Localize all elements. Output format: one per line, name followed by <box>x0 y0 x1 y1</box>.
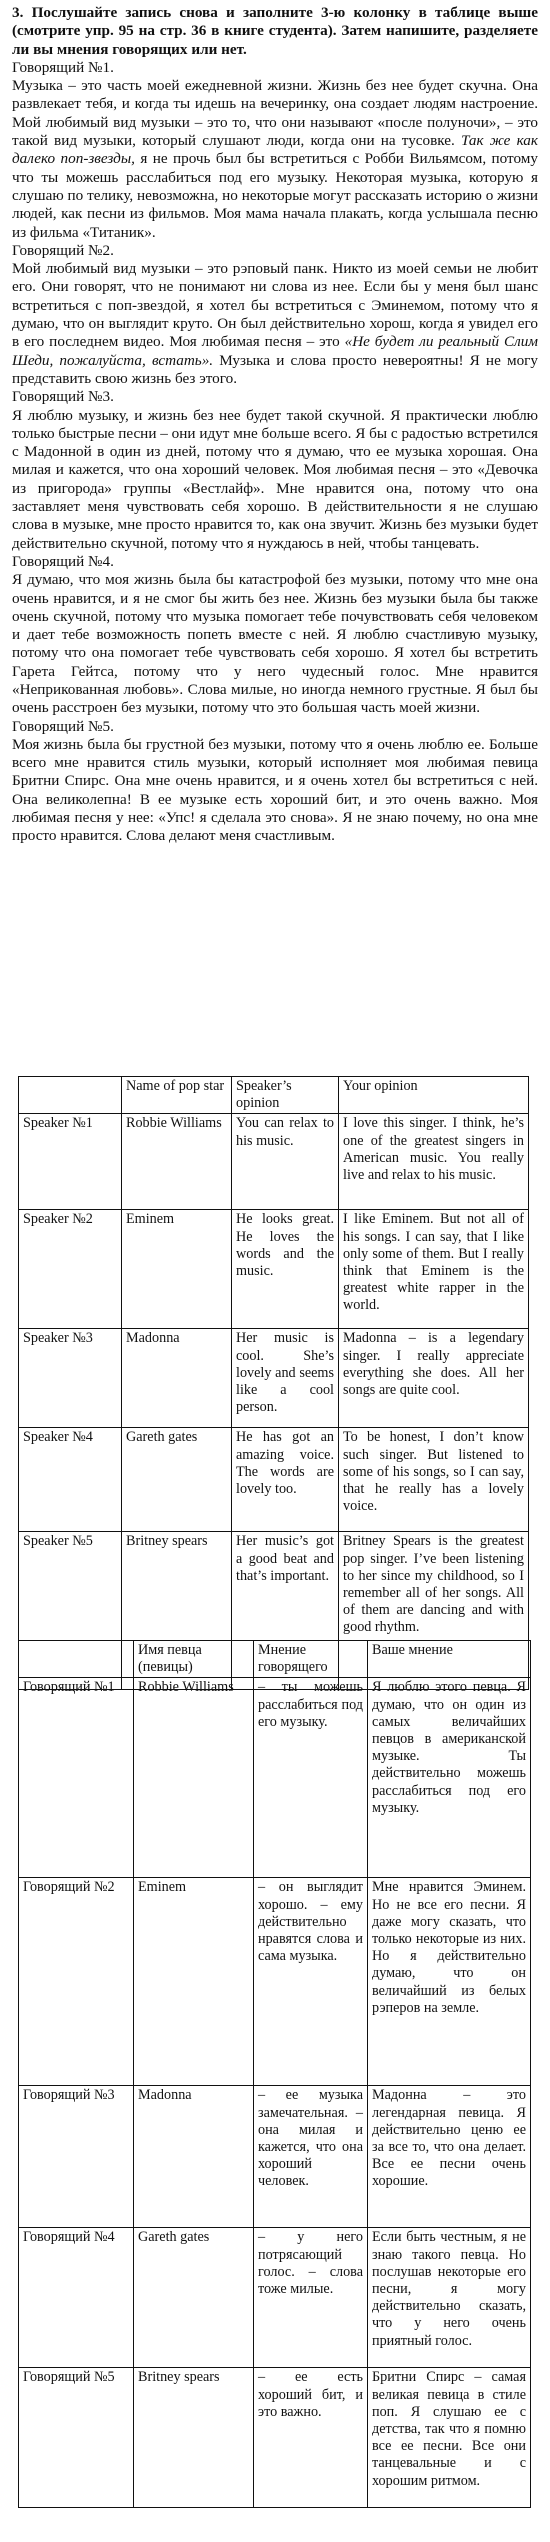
your-opinion-cell: Я люблю этого певца. Я думаю, что он один из самых величайших певцов в американской музыке. Ты действительно можешь расслабиться под его музыку. <box>368 1678 531 1878</box>
your-opinion-cell: To be honest, I don’t know such singer. But listened to some of his songs, so I can say, that he really has a lovely voice. <box>339 1428 529 1532</box>
header-cell: Имя певца (певицы) <box>134 1641 254 1678</box>
speaker-text: Моя жизнь была бы грустной без музыки, потому что я очень люблю ее. Больше всего мне нравится стиль музыки, который исполняет моя любимая певица Бритни Спирс. Она мне очень нравится, и я очень хотел бы встретиться с ней. Она великолепна! В ее музыке есть хороший бит, и это очень важно. Моя любимая песня у нее: «Упс! я сделала это снова». Я не знаю почему, но она мне просто нравится. Слова делают меня счастливым. <box>12 735 538 845</box>
header-cell: Ваше мнение <box>368 1641 531 1678</box>
star-cell: Madonna <box>122 1329 232 1428</box>
speaker-opinion-cell: – у него потрясающий голос. – слова тоже милые. <box>254 2228 368 2368</box>
your-opinion-cell: Мне нравится Эминем. Но не все его песни. Я даже могу сказать, что только некоторые из них. Но я действительно думаю, что он величайший из белых рэперов на земле. <box>368 1878 531 2086</box>
exercise-text <box>12 4 538 846</box>
speaker-opinion-cell: Her music’s got a good beat and that’s important. <box>232 1532 339 1690</box>
your-opinion-cell: Бритни Спирс – самая великая певица в стиле поп. Я слушаю ее с детства, так что я помню все ее песни. Все они танцевальные и с хорошим ритмом. <box>368 2368 531 2508</box>
table-row <box>19 1678 531 1878</box>
speaker-cell: Говорящий №1 <box>19 1678 134 1878</box>
speaker-cell: Speaker №4 <box>19 1428 122 1532</box>
star-cell: Eminem <box>122 1210 232 1329</box>
speaker-opinion-cell: – он выглядит хорошо. – ему действительно нравятся слова и сама музыка. <box>254 1878 368 2086</box>
speaker-cell: Speaker №3 <box>19 1329 122 1428</box>
header-cell <box>19 1641 134 1678</box>
speaker-opinion-cell: – ты можешь расслабиться под его музыку. <box>254 1678 368 1878</box>
speaker-cell: Говорящий №2 <box>19 1878 134 2086</box>
speaker-text: Мой любимый вид музыки – это рэповый панк. Никто из моей семьи не любит его. Они говорят, что не понимают ни слова из нее. Если бы у меня был шанс встретиться с поп-звездой, я хотел бы встретиться с Эминемом, потому что я думаю, что он выглядит круто. Он был действительно хорош, когда я увидел его в его последнем видео. Моя любимая песня – это «Не будет ли реальный Слим Шеди, пожалуйста, встать». Музыка и слова просто невероятны! Я не могу представить свою жизнь без этого. <box>12 260 538 387</box>
table-row <box>19 2368 531 2508</box>
speaker-cell: Говорящий №5 <box>19 2368 134 2508</box>
table-row <box>19 1428 529 1532</box>
speaker-text: Я думаю, что моя жизнь была бы катастрофой без музыки, потому что мне она очень нравится, и я не смог бы жить без нее. Жизнь без музыки была бы также очень скучной, потому что музыка помогает тебе почувствовать себя человеком и дает тебе возможность попеть вместе с ней. Я люблю счастливую музыку, потому что она помогает тебе чувствовать себя хорошо. Я хотел бы встретить Гарета Гейтса, потому что у него чудесный голос. Мне нравится «Неприкованная любовь». Слова милые, но иногда немного грустные. Я был бы очень расстроен без музыки, потому что это большая часть моей жизни. <box>12 571 538 717</box>
speaker-heading: Говорящий №2. <box>12 241 114 259</box>
table-row <box>19 1114 529 1210</box>
speaker-opinion-cell: You can relax to his music. <box>232 1114 339 1210</box>
header-cell: Your opinion <box>339 1077 529 1114</box>
star-cell: Britney spears <box>122 1532 232 1690</box>
speaker-cell: Говорящий №4 <box>19 2228 134 2368</box>
star-cell: Britney spears <box>134 2368 254 2508</box>
header-cell <box>19 1077 122 1114</box>
table-row <box>19 1878 531 2086</box>
speaker-heading: Говорящий №3. <box>12 388 114 406</box>
table-row <box>19 1210 529 1329</box>
opinion-table-russian <box>18 1640 531 2508</box>
your-opinion-cell: Britney Spears is the greatest pop singer. I’ve been listening to her since my childhood, so I remember all of her songs. All of them are dancing and with good rhythm. <box>339 1532 529 1690</box>
task-instructions: 3. Послушайте запись снова и заполните 3-ю колонку в таблице выше (смотрите упр. 95 на стр. 36 в книге студента). Затем напишите, разделяете ли вы мнения говорящих или нет. <box>12 4 538 58</box>
your-opinion-cell: I love this singer. I think, he’s one of the greatest singers in American music. You really live and relax to his music. <box>339 1114 529 1210</box>
header-cell: Name of pop star <box>122 1077 232 1114</box>
speaker-opinion-cell: Her music is cool. She’s lovely and seems like a cool person. <box>232 1329 339 1428</box>
header-cell: Мнение говорящего <box>254 1641 368 1678</box>
table-row <box>19 2228 531 2368</box>
speaker-text: Музыка – это часть моей ежедневной жизни. Жизнь без нее будет скучна. Она развлекает тебя, и когда ты идешь на вечеринку, она создает людям настроение. Мой любимый вид музыки – это то, что они называют «после полуночи», – это такой вид музыки, который слушают люди, когда они на тусовке. Так же как далеко поп-звезды, я не прочь был бы встретиться с Робби Вильямсом, потому что ты можешь расслабиться под его музыку. Некоторая музыка, которую я слушаю по телику, невозможна, но некоторые могут рассказать историю о жизни людей, как песни из фильмов. Моя мама начала плакать, когда услышала песню из фильма «Титаник». <box>12 77 539 241</box>
speaker-heading: Говорящий №5. <box>12 717 114 735</box>
table-header-row <box>19 1641 531 1678</box>
speaker-opinion-cell: He looks great. He loves the words and the music. <box>232 1210 339 1329</box>
star-cell: Robbie Williams <box>134 1678 254 1878</box>
speaker-cell: Говорящий №3 <box>19 2086 134 2228</box>
speaker-cell: Speaker №5 <box>19 1532 122 1690</box>
table-header-row <box>19 1077 529 1114</box>
speaker-cell: Speaker №1 <box>19 1114 122 1210</box>
speaker-text: Я люблю музыку, и жизнь без нее будет такой скучной. Я практически люблю только быстрые песни – они идут мне больше всего. Я бы с радостью встретился с Мадонной в один из дней, потому что я думаю, что ее музыка хорошая. Она милая и кажется, что она хороший человек. Моя любимая песня – это «Девочка из пригорода» группы «Вестлайф». Мне нравится она, потому что она заставляет меня чувствовать себя хорошо. В действительности я не слушаю слова в музыке, мне просто нравится то, как она звучит. Жизнь без музыки будет действительно скучной, потому что я нуждаюсь в ней, чтобы танцевать. <box>12 406 538 552</box>
table-row <box>19 2086 531 2228</box>
your-opinion-cell: I like Eminem. But not all of his songs. I can say, that I like only some of them. But I really think that Eminem is the greatest white rapper in the world. <box>339 1210 529 1329</box>
star-cell: Gareth gates <box>134 2228 254 2368</box>
speaker-opinion-cell: – ее музыка замечательная. – она милая и кажется, что она хороший человек. <box>254 2086 368 2228</box>
table-row <box>19 1329 529 1428</box>
your-opinion-cell: Мадонна – это легендарная певица. Я действительно ценю ее за все то, что она делает. Все ее песни очень хорошие. <box>368 2086 531 2228</box>
speaker-opinion-cell: – ее есть хороший бит, и это важно. <box>254 2368 368 2508</box>
your-opinion-cell: Если быть честным, я не знаю такого певца. Но послушав некоторые его песни, я могу действительно сказать, что у него очень приятный голос. <box>368 2228 531 2368</box>
star-cell: Gareth gates <box>122 1428 232 1532</box>
speaker-opinion-cell: He has got an amazing voice. The words are lovely too. <box>232 1428 339 1532</box>
star-cell: Robbie Williams <box>122 1114 232 1210</box>
star-cell: Madonna <box>134 2086 254 2228</box>
star-cell: Eminem <box>134 1878 254 2086</box>
opinion-table-english <box>18 1076 529 1690</box>
speaker-heading: Говорящий №1. <box>12 58 114 76</box>
header-cell: Speaker’s opinion <box>232 1077 339 1114</box>
your-opinion-cell: Madonna – is a legendary singer. I really appreciate everything she does. All her songs are quite cool. <box>339 1329 529 1428</box>
speaker-cell: Speaker №2 <box>19 1210 122 1329</box>
speaker-heading: Говорящий №4. <box>12 552 114 570</box>
